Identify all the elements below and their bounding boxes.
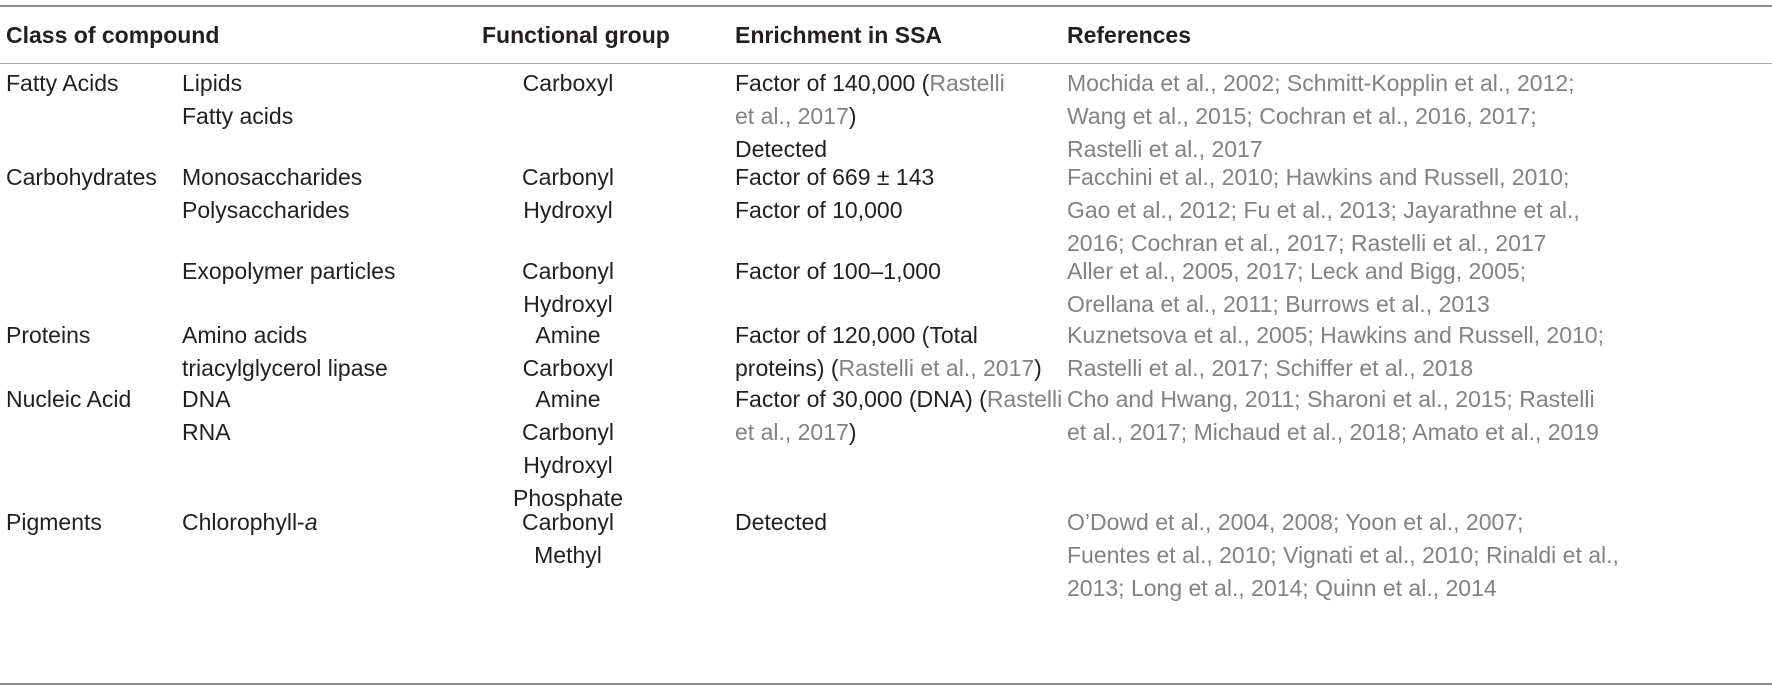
reference-line: Fuentes et al., 2010; Vignati et al., 2010; Rinaldi et al., bbox=[1067, 542, 1619, 568]
enrichment-text: ) bbox=[848, 103, 857, 129]
row-references bbox=[1067, 383, 1599, 449]
functional-group: Methyl bbox=[534, 542, 602, 568]
reference-line: 2013; Long et al., 2014; Quinn et al., 2014 bbox=[1067, 575, 1497, 601]
row-subclasses bbox=[182, 67, 293, 133]
header-functional-group: Functional group bbox=[482, 22, 670, 48]
subclass-italic-suffix: a bbox=[304, 509, 318, 535]
functional-group: Carbonyl bbox=[521, 258, 615, 284]
enrichment-text: Factor of 100–1,000 bbox=[735, 258, 941, 284]
functional-group: Phosphate bbox=[513, 485, 623, 511]
row-subclasses bbox=[182, 161, 362, 227]
header-enrichment: Enrichment in SSA bbox=[735, 22, 943, 48]
reference-line: Orellana et al., 2011; Burrows et al., 2013 bbox=[1067, 291, 1490, 317]
row-class: Pigments bbox=[6, 509, 102, 535]
header-class: Class of compound bbox=[6, 22, 220, 48]
enrichment-text: Factor of 120,000 (Total bbox=[735, 322, 978, 348]
subclass: Lipids bbox=[182, 70, 243, 96]
row-functional-groups bbox=[468, 161, 668, 227]
row-enrichment bbox=[735, 319, 1042, 385]
row-functional-groups bbox=[468, 506, 668, 572]
row-functional-groups bbox=[468, 319, 668, 385]
subclass: triacylglycerol lipase bbox=[182, 355, 388, 381]
reference-line: Rastelli et al., 2017; Schiffer et al., 2018 bbox=[1067, 355, 1474, 381]
row-functional-groups bbox=[468, 67, 668, 100]
row-references bbox=[1067, 319, 1604, 385]
row-references bbox=[1067, 161, 1580, 260]
enrichment-text: Detected bbox=[735, 136, 828, 162]
subclass: RNA bbox=[182, 419, 231, 445]
functional-group: Carbonyl bbox=[521, 419, 615, 445]
subclass: Fatty acids bbox=[182, 103, 294, 129]
functional-group: Hydroxyl bbox=[523, 291, 613, 317]
row-enrichment bbox=[735, 67, 1005, 166]
reference-line: et al., 2017; Michaud et al., 2018; Amato et al., 2019 bbox=[1067, 419, 1599, 445]
row-subclasses bbox=[182, 383, 231, 449]
row-enrichment bbox=[735, 383, 1062, 449]
row-class: Proteins bbox=[6, 322, 91, 348]
reference-line: Kuznetsova et al., 2005; Hawkins and Russell, 2010; bbox=[1067, 322, 1604, 348]
subclass: Chlorophyll- bbox=[182, 509, 305, 535]
subclass: Exopolymer particles bbox=[182, 258, 396, 284]
reference-line: Aller et al., 2005, 2017; Leck and Bigg, 2005; bbox=[1067, 258, 1527, 284]
enrichment-text: Factor of 30,000 (DNA) ( bbox=[735, 386, 987, 412]
functional-group: Amine bbox=[535, 322, 601, 348]
row-class: Nucleic Acid bbox=[6, 386, 132, 412]
functional-group: Amine bbox=[535, 386, 601, 412]
row-class: Fatty Acids bbox=[6, 70, 119, 96]
functional-group: Carbonyl bbox=[521, 509, 615, 535]
row-subclasses bbox=[182, 319, 388, 385]
enrichment-text: Factor of 10,000 bbox=[735, 197, 903, 223]
enrichment-citation: et al., 2017 bbox=[735, 419, 849, 445]
reference-line: Rastelli et al., 2017 bbox=[1067, 136, 1263, 162]
row-enrichment bbox=[735, 161, 934, 227]
reference-line: Wang et al., 2015; Cochran et al., 2016, 2017; bbox=[1067, 103, 1537, 129]
subclass: Polysaccharides bbox=[182, 197, 350, 223]
enrichment-citation: Rastelli et al., 2017 bbox=[838, 355, 1035, 381]
row-enrichment bbox=[735, 506, 827, 539]
header-references: References bbox=[1067, 22, 1192, 48]
row-subclasses bbox=[182, 255, 395, 288]
reference-line: Gao et al., 2012; Fu et al., 2013; Jayarathne et al., bbox=[1067, 197, 1580, 223]
functional-group: Carboxyl bbox=[522, 70, 614, 96]
row-references bbox=[1067, 255, 1526, 321]
enrichment-text: Factor of 140,000 ( bbox=[735, 70, 930, 96]
top-rule bbox=[0, 5, 1772, 7]
enrichment-text: ) bbox=[1034, 355, 1042, 381]
enrichment-text: ) bbox=[848, 419, 857, 445]
row-subclasses bbox=[182, 506, 318, 539]
functional-group: Hydroxyl bbox=[523, 197, 613, 223]
enrichment-citation: Rastelli bbox=[986, 386, 1063, 412]
enrichment-text: Factor of 669 ± 143 bbox=[735, 164, 935, 190]
row-functional-groups bbox=[468, 383, 668, 515]
reference-line: Facchini et al., 2010; Hawkins and Russell, 2010; bbox=[1067, 164, 1570, 190]
row-references bbox=[1067, 67, 1575, 166]
enrichment-text: Detected bbox=[735, 509, 828, 535]
functional-group: Carbonyl bbox=[521, 164, 615, 190]
functional-group: Hydroxyl bbox=[523, 452, 613, 478]
enrichment-citation: et al., 2017 bbox=[735, 103, 849, 129]
enrichment-citation: Rastelli bbox=[929, 70, 1005, 96]
subclass: DNA bbox=[182, 386, 231, 412]
subclass: Amino acids bbox=[182, 322, 308, 348]
header-rule bbox=[0, 63, 1772, 64]
reference-line: Mochida et al., 2002; Schmitt-Kopplin et al., 2012; bbox=[1067, 70, 1575, 96]
reference-line: 2016; Cochran et al., 2017; Rastelli et al., 2017 bbox=[1067, 230, 1547, 256]
row-functional-groups bbox=[468, 255, 668, 321]
bottom-rule bbox=[0, 683, 1772, 685]
functional-group: Carboxyl bbox=[522, 355, 614, 381]
enrichment-text: proteins) ( bbox=[735, 355, 839, 381]
subclass: Monosaccharides bbox=[182, 164, 363, 190]
row-references bbox=[1067, 506, 1619, 605]
row-enrichment bbox=[735, 255, 941, 288]
row-class: Carbohydrates bbox=[6, 164, 157, 190]
reference-line: Cho and Hwang, 2011; Sharoni et al., 2015; Rastelli bbox=[1067, 386, 1595, 412]
reference-line: O’Dowd et al., 2004, 2008; Yoon et al., 2007; bbox=[1067, 509, 1524, 535]
